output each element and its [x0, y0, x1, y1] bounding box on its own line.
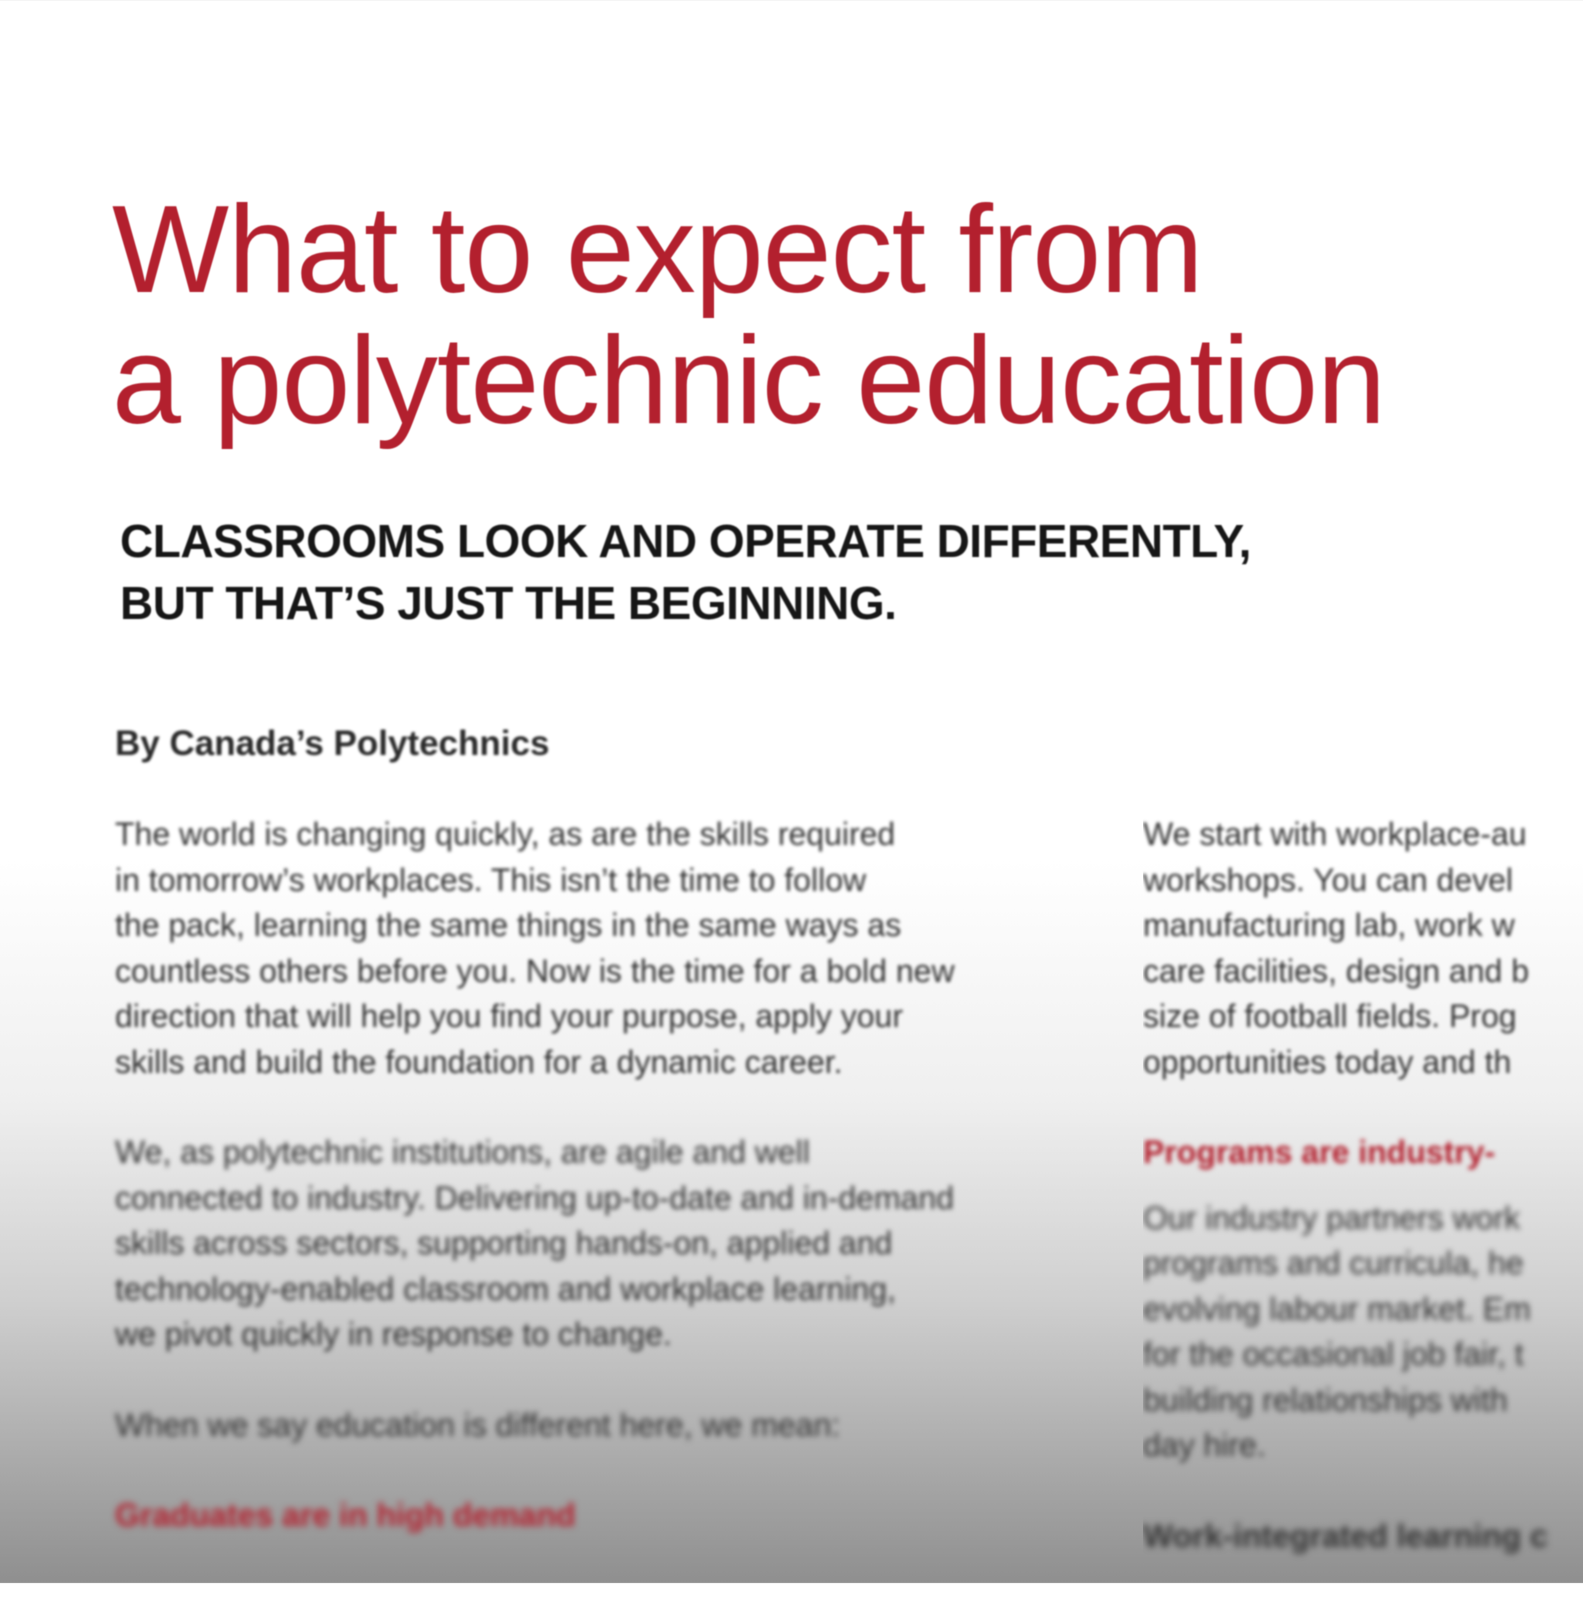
text-line: we pivot quickly in response to change. — [115, 1316, 672, 1352]
subtitle — [120, 510, 1251, 634]
paragraph — [115, 1130, 1115, 1358]
text-line: direction that will help you find your purpose, apply your — [115, 998, 903, 1034]
text-line: for the occasional job fair, t — [1143, 1336, 1524, 1372]
byline: By Canada’s Polytechnics — [115, 724, 550, 763]
text-line: countless others before you. Now is the time for a bold new — [115, 952, 955, 989]
subtitle-line: CLASSROOMS LOOK AND OPERATE DIFFERENTLY, — [120, 515, 1251, 567]
text-line: manufacturing lab, work w — [1143, 907, 1515, 943]
text-line: workshops. You can devel — [1143, 861, 1514, 898]
text-line: We start with workplace-au — [1143, 816, 1527, 852]
text-line: day hire. — [1143, 1427, 1266, 1463]
title-line: a polytechnic education — [112, 312, 1386, 450]
section-heading: Work-integrated learning c — [1143, 1517, 1548, 1554]
text-line: skills and build the foundation for a dynamic career. — [115, 1043, 843, 1080]
text-line: in tomorrow’s workplaces. This isn’t the time to follow — [115, 861, 867, 898]
text-line: Our industry partners work — [1143, 1199, 1521, 1236]
paragraph — [115, 812, 1115, 1085]
text-line: connected to industry. Delivering up-to-date and in-demand — [115, 1179, 955, 1216]
text-line: technology-enabled classroom and workplace learning, — [115, 1270, 896, 1307]
paragraph — [1143, 1196, 1583, 1469]
text-line: We, as polytechnic institutions, are agile and well — [115, 1134, 810, 1170]
right-column — [1143, 812, 1583, 1604]
text-line: care facilities, design and b — [1143, 952, 1529, 989]
text-line: the pack, learning the same things in the same ways as — [115, 907, 902, 943]
text-line: evolving labour market. Em — [1143, 1290, 1531, 1327]
text-line: building relationships with — [1143, 1381, 1508, 1418]
text-line: size of football fields. Prog — [1143, 998, 1517, 1034]
page-title — [112, 181, 1386, 450]
paragraph: When we say education is different here, we mean: — [115, 1406, 841, 1443]
text-line: opportunities today and th — [1143, 1043, 1512, 1080]
text-line: programs and curricula, he — [1143, 1245, 1524, 1281]
text-line: The world is changing quickly, as are the skills required — [115, 816, 896, 852]
section-heading: Graduates are in high demand — [115, 1497, 576, 1533]
section-heading: Programs are industry- — [1143, 1134, 1496, 1170]
title-line: What to expect from — [112, 181, 1203, 319]
subtitle-line: BUT THAT’S JUST THE BEGINNING. — [120, 577, 897, 629]
paragraph — [1143, 812, 1583, 1085]
text-line: skills across sectors, supporting hands-on, applied and — [115, 1225, 893, 1261]
left-column — [115, 812, 1115, 1584]
